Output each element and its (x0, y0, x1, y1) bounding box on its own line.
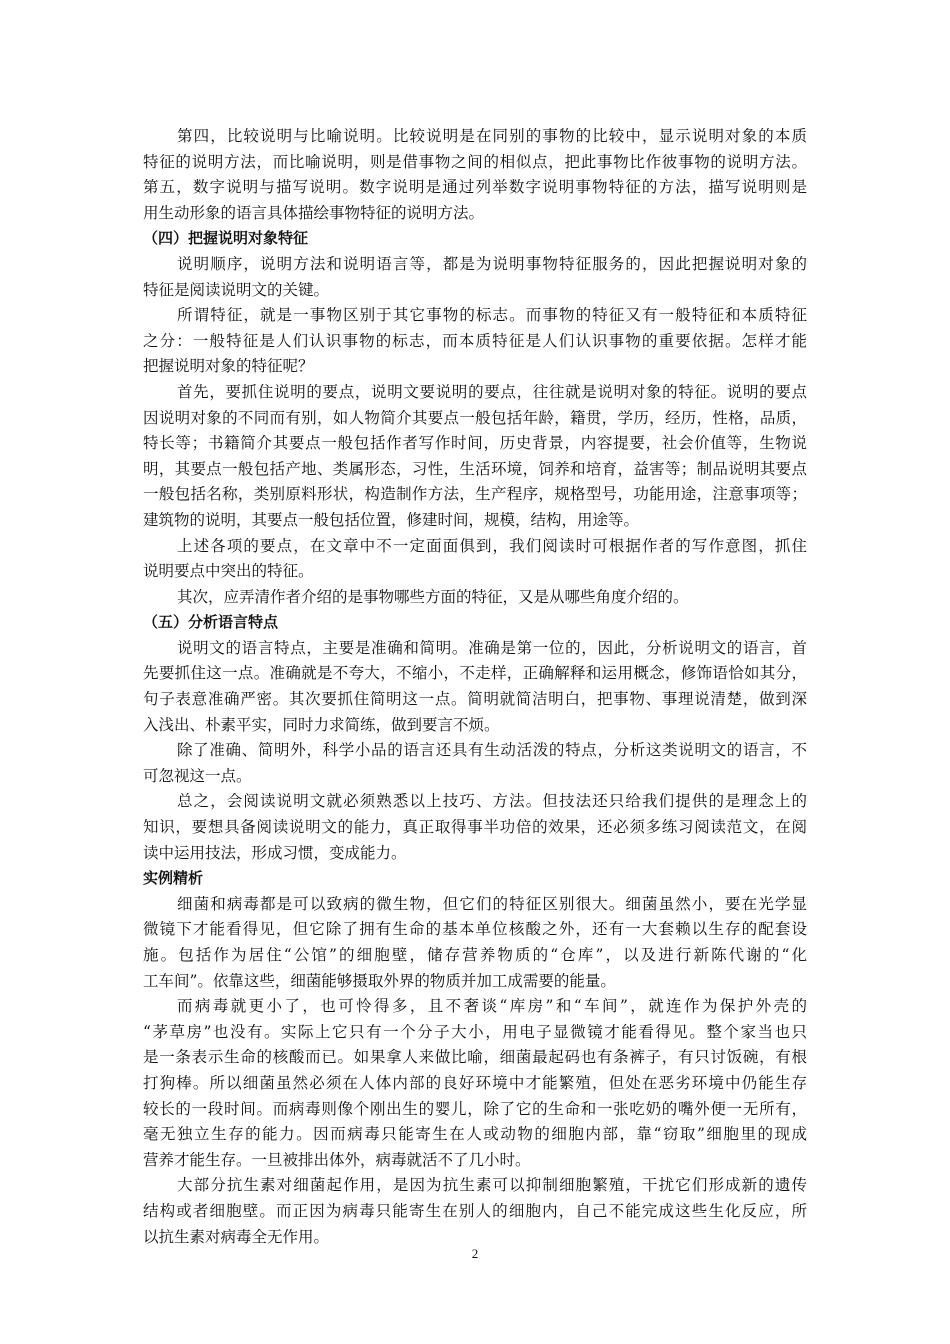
paragraph-line: 较长的一段时间。而病毒则像个刚出生的婴儿，除了它的生命和一张吃奶的嘴外便一无所有， (143, 1099, 807, 1118)
paragraph-line: 除了准确、简明外，科学小品的语言还具有生动活泼的特点，分析这类说明文的语言，不 (177, 741, 807, 760)
paragraph (143, 534, 807, 585)
paragraph (143, 124, 807, 226)
paragraph-line: 第五，数字说明与描写说明。数字说明是通过列举数字说明事物特征的方法，描写说明则是 (143, 178, 807, 197)
paragraph-line: 因说明对象的不同而有别，如人物简介其要点一般包括年龄，籍贯，学历，经历，性格，品质， (143, 408, 807, 427)
paragraph-line: 读中运用技法，形成习惯，变成能力。 (143, 843, 407, 862)
paragraph-line: 明，其要点一般包括产地、类属形态，习性，生活环境，饲养和培育，益害等；制品说明其要点 (143, 459, 807, 478)
paragraph-line: 句子表意准确严密。其次要抓住简明这一点。简明就简洁明白，把事物、事理说清楚，做到深 (143, 690, 807, 709)
section-heading: （五）分析语言特点 (143, 613, 279, 632)
paragraph (143, 585, 807, 611)
section-heading: 实例精析 (143, 869, 204, 888)
paragraph (143, 738, 807, 789)
paragraph (143, 636, 807, 738)
page-number: 2 (471, 1246, 479, 1261)
paragraph-line: 总之，会阅读说明文就必须熟悉以上技巧、方法。但技法还只给我们提供的是理念上的 (177, 792, 807, 811)
paragraph-line: 知识，要想具备阅读说明文的能力，真正取得事半功倍的效果，还必须多练习阅读范文，在阅 (143, 818, 807, 837)
paragraph (143, 1173, 807, 1250)
paragraph-line: 说明顺序，说明方法和说明语言等，都是为说明事物特征服务的，因此把握说明对象的 (177, 254, 807, 273)
paragraph-line: 之分：一般特征是人们认识事物的标志，而本质特征是人们认识事物的重要依据。怎样才能 (143, 331, 807, 350)
paragraph-line: 特长等；书籍简介其要点一般包括作者写作时间，历史背景，内容提要，社会价值等，生物说 (143, 434, 807, 453)
paragraph-line: “茅草房”也没有。实际上它只有一个分子大小，用电子显微镜才能看得见。整个家当也只 (143, 1022, 807, 1041)
paragraph (143, 252, 807, 303)
paragraph-line: 上述各项的要点，在文章中不一定面面俱到，我们阅读时可根据作者的写作意图，抓住 (177, 536, 807, 555)
paragraph-line: 说明要点中突出的特征。 (143, 562, 314, 581)
paragraph (143, 892, 807, 994)
paragraph-line: 特征是阅读说明文的关键。 (143, 280, 330, 299)
document-page (143, 124, 807, 1250)
paragraph-line: 建筑物的说明，其要点一般包括位置，修建时间，规模，结构，用途等。 (143, 510, 640, 529)
paragraph-line: 可忽视这一点。 (143, 766, 252, 785)
paragraph-line: 第四，比较说明与比喻说明。比较说明是在同别的事物的比较中，显示说明对象的本质 (177, 127, 807, 145)
paragraph-line: 先要抓住这一点。准确就是不夸大，不缩小，不走样，正确解释和运用概念，修饰语恰如其分， (143, 664, 807, 683)
paragraph-line: 微镜下才能看得见，但它除了拥有生命的基本单位核酸之外，还有一大套赖以生存的配套设 (143, 920, 807, 939)
paragraph-line: 细菌和病毒都是可以致病的微生物，但它们的特征区别很大。细菌虽然小，要在光学显 (177, 894, 807, 913)
paragraph-line: 施。包括作为居住“公馆”的细胞壁，储存营养物质的“仓库”，以及进行新陈代谢的“化 (143, 946, 807, 964)
paragraph-line: 打狗棒。所以细菌虽然必须在人体内部的良好环境中才能繁殖，但处在恶劣环境中仍能生存 (143, 1073, 807, 1092)
paragraph-line: 一般包括名称，类别原料形状，构造制作方法，生产程序，规格型号，功能用途，注意事项等； (143, 485, 807, 504)
paragraph (143, 303, 807, 380)
paragraph (143, 994, 807, 1173)
paragraph-line: 首先，要抓住说明的要点，说明文要说明的要点，往往就是说明对象的特征。说明的要点 (177, 382, 807, 401)
paragraph-line: 特征的说明方法，而比喻说明，则是借事物之间的相似点，把此事物比作彼事物的说明方法。 (143, 152, 807, 171)
paragraph-line: 营养才能生存。一旦被排出体外，病毒就活不了几小时。 (143, 1150, 531, 1169)
paragraph-line: 毫无独立生存的能力。因而病毒只能寄生在人或动物的细胞内部，靠“窃取”细胞里的现成 (143, 1125, 807, 1144)
paragraph-line: 结构或者细胞壁。而正因为病毒只能寄生在别人的细胞内，自己不能完成这些生化反应，所 (143, 1201, 807, 1220)
paragraph-line: 说明文的语言特点，主要是准确和简明。准确是第一位的，因此，分析说明文的语言，首 (177, 638, 807, 657)
paragraph-line: 所谓特征，就是一事物区别于其它事物的标志。而事物的特征又有一般特征和本质特征 (177, 306, 807, 325)
paragraph (143, 380, 807, 534)
paragraph-line: 用生动形象的语言具体描绘事物特征的说明方法。 (143, 203, 485, 222)
paragraph-line: 以抗生素对病毒全无作用。 (143, 1227, 330, 1246)
paragraph-line: 大部分抗生素对细菌起作用，是因为抗生素可以抑制细胞繁殖，干扰它们形成新的遗传 (177, 1176, 807, 1195)
paragraph-line: 把握说明对象的特征呢？ (143, 357, 314, 376)
paragraph (143, 789, 807, 866)
paragraph-line: 其次，应弄清作者介绍的是事物哪些方面的特征，又是从哪些角度介绍的。 (177, 587, 689, 606)
paragraph-line: 而病毒就更小了，也可怜得多，且不奢谈“库房”和“车间”，就连作为保护外壳的 (177, 997, 807, 1016)
paragraph-line: 工车间”。依靠这些，细菌能够摄取外界的物质并加工成需要的能量。 (143, 971, 616, 990)
paragraph-line: 是一条表示生命的核酸而已。如果拿人来做比喻，细菌最起码也有条裤子，有只讨饭碗，有根 (143, 1048, 807, 1067)
section-heading: （四）把握说明对象特征 (143, 229, 309, 248)
paragraph-line: 入浅出、朴素平实，同时力求简练，做到要言不烦。 (143, 715, 500, 734)
